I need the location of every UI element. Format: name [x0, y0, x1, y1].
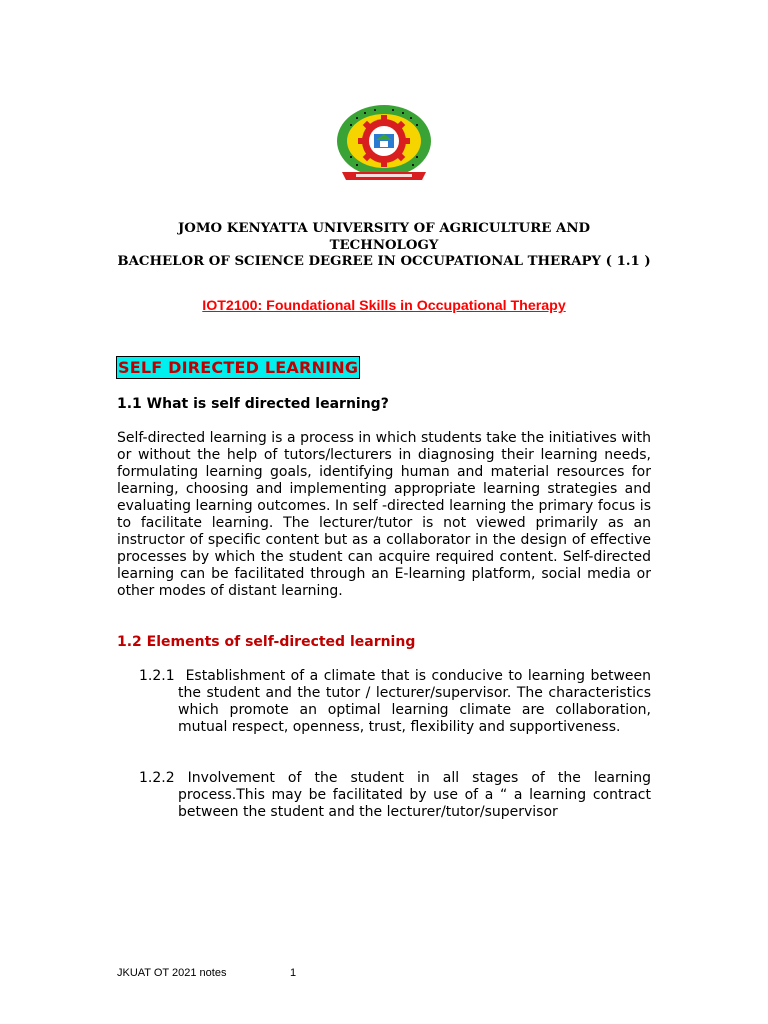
university-name-line2: TECHNOLOGY: [329, 237, 439, 253]
subsection-1-1-paragraph: Self-directed learning is a process in which students take the initiatives with or without the help of tutors/lecturers in diagnosing their learning needs, formulating learning goals, identifying human and material resources for learning, choosing and implementing appropriate learning strategies and evaluating learning outcomes. In self -directed learning the primary focus is to facilitate learning. The lecturer/tutor is not viewed primarily as an instructor of specific content but as a collaborator in the design of effective processes by which the student can acquire required content. Self-directed learning can be facilitated through an E-learning platform, social media or other modes of distant learning.: [117, 430, 651, 599]
university-logo: [334, 104, 434, 186]
footer-label: JKUAT OT 2021 notes: [117, 967, 227, 979]
list-item-number: 1.2.2: [139, 770, 175, 786]
degree-line: BACHELOR OF SCIENCE DEGREE IN OCCUPATIONAL THERAPY ( 1.1 ): [117, 254, 651, 270]
list-item-number: 1.2.1: [139, 668, 175, 684]
subsection-1-1-heading: 1.1 What is self directed learning?: [117, 396, 389, 412]
university-name-line1: JOMO KENYATTA UNIVERSITY OF AGRICULTURE AND: [177, 221, 591, 236]
list-item-text: Involvement of the student in all stages of the learning process.This may be facilitated by use of a “ a learning contract between the student and the lecturer/tutor/supervisor: [178, 770, 652, 820]
page-number: 1: [290, 967, 297, 979]
subsection-1-2-heading: 1.2 Elements of self-directed learning: [117, 634, 416, 650]
list-item: [139, 668, 651, 736]
course-title: IOT2100: Foundational Skills in Occupational Therapy: [202, 298, 566, 314]
list-item-text: Establishment of a climate that is conducive to learning between the student and the tutor / lecturer/supervisor. The characteristics which promote an optimal learning climate are collaboration, mutual respect, openness, trust, flexibility and supportiveness.: [178, 668, 651, 735]
list-item: [139, 770, 651, 821]
section-heading: SELF DIRECTED LEARNING: [118, 358, 359, 377]
university-heading: [96, 221, 672, 271]
